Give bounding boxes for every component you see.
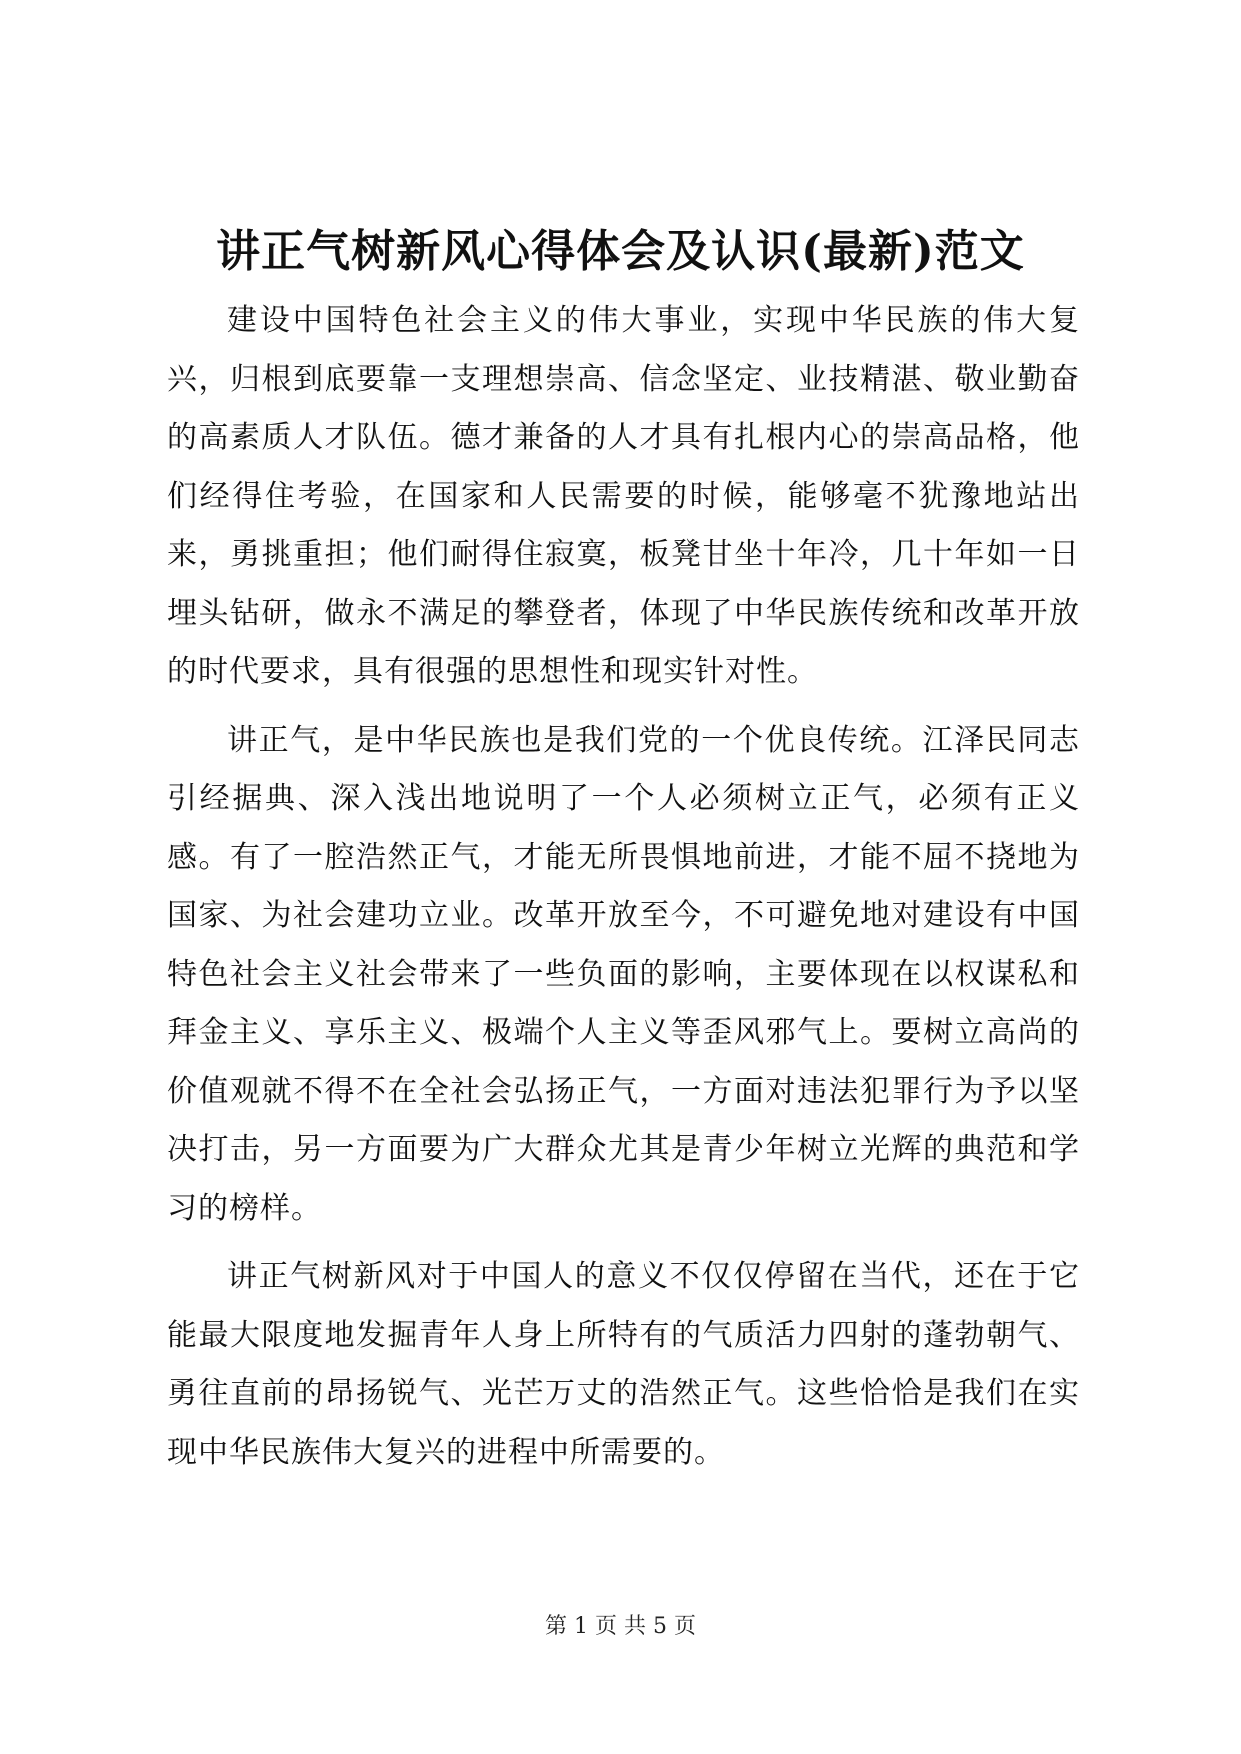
page-number-footer: 第 1 页 共 5 页 (545, 1614, 696, 1639)
paragraph-2: 讲正气，是中华民族也是我们党的一个优良传统。江泽民同志引经据典、深入浅出地说明了一个人必须树立正气，必须有正义感。有了一腔浩然正气，才能无所畏惧地前进，才能不屈不挠地为国家、为社会建功立业。改革开放至今，不可避免地对建设有中国特色社会主义社会带来了一些负面的影响，主要体现在以权谋私和拜金主义、享乐主义、极端个人主义等歪风邪气上。要树立高尚的价值观就不得不在全社会弘扬正气，一方面对违法犯罪行为予以坚决打击，另一方面要为广大群众尤其是青少年树立光辉的典范和学习的榜样。 (167, 722, 1080, 1226)
paragraph-3: 讲正气树新风对于中国人的意义不仅仅停留在当代，还在于它能最大限度地发掘青年人身上所特有的气质活力四射的蓬勃朝气、勇往直前的昂扬锐气、光芒万丈的浩然正气。这些恰恰是我们在实现中华民族伟大复兴的进程中所需要的。 (167, 1259, 1080, 1470)
document-title: 讲正气树新风心得体会及认识(最新)范文 (216, 226, 1025, 277)
document-body (167, 292, 1080, 1492)
paragraph-1: 建设中国特色社会主义的伟大事业，实现中华民族的伟大复兴，归根到底要靠一支理想崇高、信念坚定、业技精湛、敬业勤奋的高素质人才队伍。德才兼备的人才具有扎根内心的崇高品格，他们经得住考验，在国家和人民需要的时候，能够毫不犹豫地站出来，勇挑重担；他们耐得住寂寞，板凳甘坐十年冷，几十年如一日埋头钻研，做永不满足的攀登者，体现了中华民族传统和改革开放的时代要求，具有很强的思想性和现实针对性。 (167, 303, 1080, 689)
